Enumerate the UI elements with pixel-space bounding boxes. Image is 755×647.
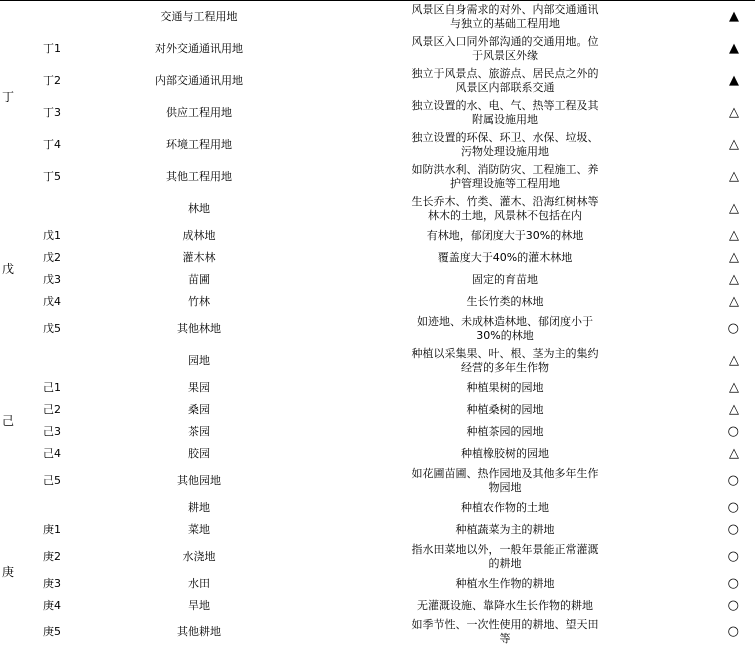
symbol-cell: △	[729, 228, 739, 243]
symbol-cell: ○	[727, 549, 739, 564]
table-row	[0, 269, 755, 291]
name-cell: 水浇地	[182, 550, 216, 563]
desc-cell: 种植水生作物的耕地	[455, 577, 555, 590]
table-row	[0, 65, 755, 97]
name-cell: 茶园	[188, 425, 210, 438]
desc-cell: 种植农作物的土地	[461, 501, 549, 514]
name-cell: 其他工程用地	[166, 170, 232, 183]
table-row	[0, 541, 755, 573]
name-cell: 内部交通通讯用地	[155, 74, 243, 87]
desc-cell: 种植蔬菜为主的耕地	[455, 523, 555, 536]
desc-cell: 如迹地、未成林造林地、郁闭度小于30%的林地	[417, 315, 593, 342]
code-cell: 己1	[43, 381, 61, 394]
code-cell	[37, 1, 94, 33]
code-cell: 丁1	[43, 42, 61, 55]
code-cell: 丁2	[43, 74, 61, 87]
table-row	[0, 573, 755, 595]
symbol-cell: △	[729, 446, 739, 461]
code-cell: 己4	[43, 447, 61, 460]
table-row	[0, 1, 755, 33]
desc-cell: 风景区入口同外部沟通的交通用地。位于风景区外缘	[411, 35, 599, 62]
table-row	[0, 497, 755, 519]
symbol-cell: △	[729, 201, 739, 216]
name-cell: 环境工程用地	[166, 138, 232, 151]
desc-cell: 覆盖度大于40%的灌木林地	[437, 251, 573, 264]
table-row	[0, 443, 755, 465]
desc-cell: 生长乔木、竹类、灌木、沿海红树林等林木的土地，风景林不包括在内	[411, 195, 599, 222]
name-cell: 对外交通通讯用地	[155, 42, 243, 55]
name-cell: 水田	[188, 577, 210, 590]
code-cell: 庚5	[43, 625, 61, 638]
land-use-table	[0, 1, 755, 647]
symbol-cell: ○	[727, 576, 739, 591]
name-cell: 桑园	[188, 403, 210, 416]
symbol-cell: ○	[727, 598, 739, 613]
name-cell: 其他耕地	[177, 625, 221, 638]
desc-cell: 种植桑树的园地	[466, 403, 544, 416]
table-row	[0, 617, 755, 647]
code-cell	[37, 345, 94, 377]
desc-cell: 如花圃苗圃、热作园地及其他多年生作物园地	[411, 467, 599, 494]
code-cell: 丁4	[43, 138, 61, 151]
table-row	[0, 161, 755, 193]
code-cell: 己2	[43, 403, 61, 416]
name-cell: 耕地	[188, 501, 210, 514]
name-cell: 菜地	[188, 523, 210, 536]
symbol-cell: △	[729, 353, 739, 368]
symbol-cell: ○	[727, 522, 739, 537]
name-cell: 胶园	[188, 447, 210, 460]
name-cell: 竹林	[188, 295, 210, 308]
name-cell: 林地	[188, 202, 210, 215]
desc-cell: 种植以采集果、叶、根、茎为主的集约经营的多年生作物	[411, 347, 599, 374]
name-cell: 成林地	[182, 229, 216, 242]
major-category-wu: 戊	[2, 262, 15, 276]
code-cell	[37, 497, 94, 519]
symbol-cell: ▲	[729, 41, 739, 56]
symbol-cell: △	[729, 380, 739, 395]
desc-cell: 如季节性、一次性使用的耕地、望天田等	[411, 618, 599, 645]
desc-cell: 固定的育苗地	[472, 273, 538, 286]
name-cell: 供应工程用地	[166, 106, 232, 119]
desc-cell: 如防洪水利、消防防灾、工程施工、养护管理设施等工程用地	[411, 163, 599, 190]
major-category-ji: 己	[2, 414, 15, 428]
symbol-cell: △	[729, 105, 739, 120]
code-cell: 戊1	[43, 229, 61, 242]
name-cell: 果园	[188, 381, 210, 394]
table-row	[0, 421, 755, 443]
table-row	[0, 225, 755, 247]
table-row	[0, 193, 755, 225]
code-cell: 丁5	[43, 170, 61, 183]
desc-cell: 无灌溉设施、靠降水生长作物的耕地	[417, 599, 593, 612]
code-cell: 己3	[43, 425, 61, 438]
major-category-geng: 庚	[2, 565, 15, 579]
table-row	[0, 291, 755, 313]
symbol-cell: ○	[727, 473, 739, 488]
desc-cell: 风景区自身需求的对外、内部交通通讯与独立的基础工程用地	[411, 3, 599, 30]
table-row	[0, 97, 755, 129]
name-cell: 苗圃	[188, 273, 210, 286]
table-row	[0, 399, 755, 421]
symbol-cell: △	[729, 402, 739, 417]
desc-cell: 种植茶园的园地	[466, 425, 544, 438]
desc-cell: 指水田菜地以外，一般年景能正常灌溉的耕地	[411, 543, 599, 570]
table-row	[0, 247, 755, 269]
code-cell: 庚3	[43, 577, 61, 590]
desc-cell: 独立于风景点、旅游点、居民点之外的风景区内部联系交通	[411, 67, 599, 94]
code-cell	[37, 193, 94, 225]
table-row	[0, 465, 755, 497]
symbol-cell: ▲	[729, 9, 739, 24]
name-cell: 园地	[188, 354, 210, 367]
table-row	[0, 345, 755, 377]
name-cell: 交通与工程用地	[160, 10, 238, 23]
table-row	[0, 595, 755, 617]
name-cell: 其他林地	[177, 322, 221, 335]
code-cell: 戊3	[43, 273, 61, 286]
symbol-cell: △	[729, 169, 739, 184]
desc-cell: 种植橡胶树的园地	[461, 447, 549, 460]
code-cell: 庚4	[43, 599, 61, 612]
name-cell: 其他园地	[177, 474, 221, 487]
code-cell: 庚1	[43, 523, 61, 536]
symbol-cell: △	[729, 250, 739, 265]
symbol-cell: ○	[727, 500, 739, 515]
table-row	[0, 519, 755, 541]
code-cell: 庚2	[43, 550, 61, 563]
code-cell: 戊4	[43, 295, 61, 308]
table-row	[0, 129, 755, 161]
desc-cell: 生长竹类的林地	[466, 295, 544, 308]
symbol-cell: ○	[727, 424, 739, 439]
desc-cell: 种植果树的园地	[466, 381, 544, 394]
symbol-cell: △	[729, 137, 739, 152]
name-cell: 旱地	[188, 599, 210, 612]
code-cell: 己5	[43, 474, 61, 487]
table-row	[0, 33, 755, 65]
desc-cell: 独立设置的环保、环卫、水保、垃圾、污物处理设施用地	[411, 131, 599, 158]
major-category-ding: 丁	[2, 90, 15, 104]
table-row	[0, 313, 755, 345]
symbol-cell: △	[729, 272, 739, 287]
symbol-cell: ○	[727, 624, 739, 639]
name-cell: 灌木林	[182, 251, 216, 264]
code-cell: 丁3	[43, 106, 61, 119]
symbol-cell: △	[729, 294, 739, 309]
table-row	[0, 377, 755, 399]
code-cell: 戊2	[43, 251, 61, 264]
symbol-cell: ○	[727, 321, 739, 336]
symbol-cell: ▲	[729, 73, 739, 88]
desc-cell: 独立设置的水、电、气、热等工程及其附属设施用地	[411, 99, 599, 126]
code-cell: 戊5	[43, 322, 61, 335]
desc-cell: 有林地，郁闭度大于30%的林地	[426, 229, 584, 242]
